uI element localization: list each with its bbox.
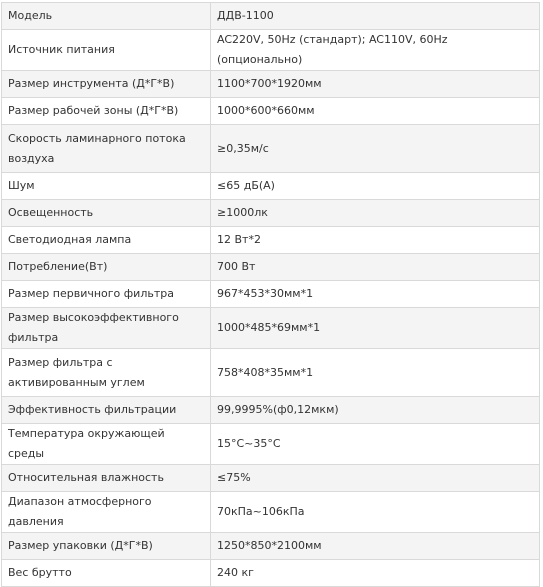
table-row — [2, 308, 540, 349]
table-row — [2, 98, 540, 125]
table-row — [2, 281, 540, 308]
value-cell: ≥1000лк — [211, 200, 540, 227]
param-cell: Размер рабочей зоны (Д*Г*В) — [2, 98, 211, 125]
param-cell: Вес брутто — [2, 560, 211, 587]
table-row — [2, 349, 540, 397]
param-cell: Относительная влажность — [2, 465, 211, 492]
table-row — [2, 465, 540, 492]
value-cell: 1250*850*2100мм — [211, 533, 540, 560]
table-row — [2, 227, 540, 254]
value-cell: 240 кг — [211, 560, 540, 587]
value-cell: 12 Вт*2 — [211, 227, 540, 254]
param-cell: Размер первичного фильтра — [2, 281, 211, 308]
spec-table — [1, 2, 540, 587]
table-row — [2, 71, 540, 98]
param-cell: Размер инструмента (Д*Г*В) — [2, 71, 211, 98]
param-cell: Эффективность фильтрации — [2, 397, 211, 424]
value-cell: 1000*485*69мм*1 — [211, 308, 540, 349]
param-cell: Светодиодная лампа — [2, 227, 211, 254]
table-row — [2, 125, 540, 173]
value-cell: 99,9995%(ф0,12мкм) — [211, 397, 540, 424]
table-row — [2, 560, 540, 587]
value-cell: 967*453*30мм*1 — [211, 281, 540, 308]
value-cell: ≤65 дБ(А) — [211, 173, 540, 200]
value-cell: ≤75% — [211, 465, 540, 492]
value-cell: 15°C~35°C — [211, 424, 540, 465]
table-row — [2, 492, 540, 533]
param-cell: Температура окружающей среды — [2, 424, 211, 465]
value-cell: 1100*700*1920мм — [211, 71, 540, 98]
value-cell: 70кПа~106кПа — [211, 492, 540, 533]
table-row — [2, 30, 540, 71]
param-cell: Размер упаковки (Д*Г*В) — [2, 533, 211, 560]
table-row — [2, 3, 540, 30]
value-cell: 1000*600*660мм — [211, 98, 540, 125]
param-cell: Диапазон атмосферного давления — [2, 492, 211, 533]
param-cell: Размер фильтра с активированным углем — [2, 349, 211, 397]
value-cell: 700 Вт — [211, 254, 540, 281]
table-row — [2, 254, 540, 281]
table-row — [2, 533, 540, 560]
table-row — [2, 424, 540, 465]
param-cell: Скорость ламинарного потока воздуха — [2, 125, 211, 173]
table-row — [2, 397, 540, 424]
param-cell: Освещенность — [2, 200, 211, 227]
param-cell: Размер высокоэффективного фильтра — [2, 308, 211, 349]
param-cell: Модель — [2, 3, 211, 30]
table-row — [2, 200, 540, 227]
spec-table-body — [2, 3, 540, 587]
value-cell: 758*408*35мм*1 — [211, 349, 540, 397]
value-cell: ДДВ-1100 — [211, 3, 540, 30]
param-cell: Потребление(Вт) — [2, 254, 211, 281]
param-cell: Источник питания — [2, 30, 211, 71]
param-cell: Шум — [2, 173, 211, 200]
value-cell: AC220V, 50Hz (стандарт); AC110V, 60Hz (опционально) — [211, 30, 540, 71]
table-row — [2, 173, 540, 200]
value-cell: ≥0,35м/с — [211, 125, 540, 173]
